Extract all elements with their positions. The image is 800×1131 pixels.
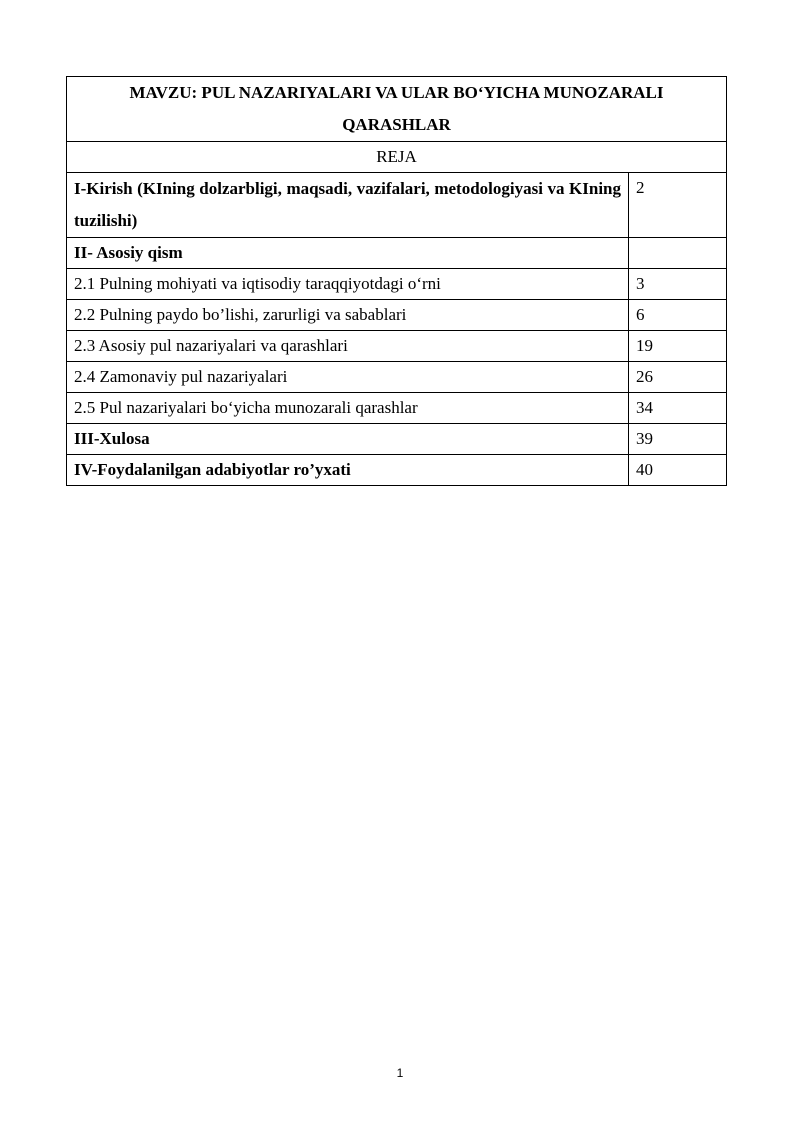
toc-entry-label: 2.4 Zamonaviy pul nazariyalari: [67, 362, 629, 393]
toc-entry-label: II- Asosiy qism: [67, 238, 629, 269]
toc-entry-label: III-Xulosa: [67, 424, 629, 455]
table-row: [67, 238, 727, 269]
toc-entry-label: 2.5 Pul nazariyalari bo‘yicha munozarali qarashlar: [67, 393, 629, 424]
plan-heading: REJA: [67, 142, 727, 173]
toc-entry-page: 19: [629, 331, 727, 362]
page-number: 1: [396, 1066, 404, 1080]
document-title: MAVZU: PUL NAZARIYALARI VA ULAR BO‘YICHA MUNOZARALI QARASHLAR: [67, 77, 727, 142]
toc-entry-page: 40: [629, 455, 727, 486]
table-row: [67, 424, 727, 455]
toc-entry-page: 2: [629, 173, 727, 238]
toc-entry-page: 39: [629, 424, 727, 455]
toc-entry-page: 26: [629, 362, 727, 393]
table-row: [67, 331, 727, 362]
toc-entry-label: 2.1 Pulning mohiyati va iqtisodiy taraqqiyotdagi o‘rni: [67, 269, 629, 300]
toc-entry-page: 6: [629, 300, 727, 331]
table-row: [67, 269, 727, 300]
toc-entry-page: 3: [629, 269, 727, 300]
plan-heading-row: [67, 142, 727, 173]
table-row: [67, 393, 727, 424]
toc-entry-page: 34: [629, 393, 727, 424]
toc-entry-label: I-Kirish (KIning dolzarbligi, maqsadi, vazifalari, metodologiyasi va KIning tuzilishi): [67, 173, 629, 238]
table-row: [67, 173, 727, 238]
toc-entry-label: IV-Foydalanilgan adabiyotlar ro’yxati: [67, 455, 629, 486]
table-row: [67, 362, 727, 393]
toc-entry-page: [629, 238, 727, 269]
table-row: [67, 300, 727, 331]
toc-entry-label: 2.2 Pulning paydo bo’lishi, zarurligi va sabablari: [67, 300, 629, 331]
title-row: [67, 77, 727, 142]
toc-entry-label: 2.3 Asosiy pul nazariyalari va qarashlari: [67, 331, 629, 362]
table-row: [67, 455, 727, 486]
table-of-contents: [66, 76, 727, 486]
